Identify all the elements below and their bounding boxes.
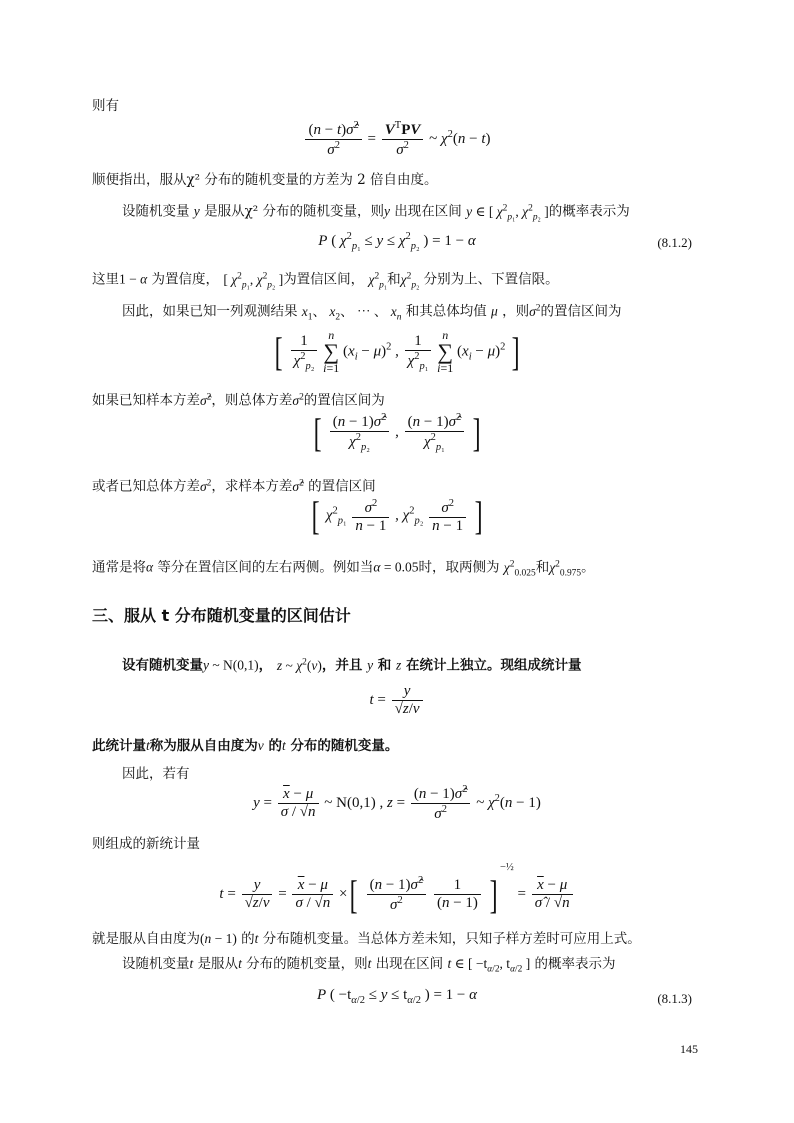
equation-normal-and-chi-square: y = $\frac{\overline{x} - \mu}{\sigma / √n}$ ~ N(0,1) , z = $\frac{(n - 1)\sigmâ^2}{\sigma^2}$ ~ $\chi^2(n - 1)$ <box>253 784 541 822</box>
equation-chi-square-residual: $\frac{(n - t)\sigmâ^2}{\sigma^2}$ = $\frac{V^TPV}{\sigma^2}$ ~ $\chi^2(n - t)$ <box>0 120 794 159</box>
paragraph-line: 因此，如果已知一列观测结果 $x_1$、 $x_2$、 ⋯ 、 $x_n$ 和其总体均值 μ ，则$\sigma^2$的置信区间为 <box>122 303 622 323</box>
paragraph-line: 则组成的新统计量 <box>92 836 200 852</box>
paragraph-line-bold: 此统计量t称为服从自由度为v 的t 分布的随机变量。 <box>92 738 399 754</box>
equation-t-probability: P ( $-t_{\alpha/2} \le y \le t_{\alpha/2}$ ) = 1 − α <box>316 987 478 1006</box>
paragraph-line: 通常是将α 等分在置信区间的左右两侧。例如当α = 0.05时，取两侧为 $\chi^2_{0.025}$和$\chi^2_{0.975}$。 <box>92 559 595 579</box>
paragraph-line: 设随机变量 y 是服从χ² 分布的随机变量，则y 出现在区间 y ∈ [ $\chi^2_{p_1}$, $\chi^2_{p_2}$ ]的概率表示为 <box>122 203 630 223</box>
equation-new-t-statistic: t = $\frac{y}{√z/v}$ = $\frac{\overline{x} - \mu}{\sigma / √n}$ ×[ $\frac{(n - 1)\sigmâ^2}{\sigma^2}$ $\frac{1}{(n - 1)}$ ]$^{-\frac{1}{2}}$ = $\frac{\overline{x} - \mu}{\sigmâ / √n}$ <box>0 862 794 915</box>
section-heading: 三、服从 t 分布随机变量的区间估计 <box>92 606 351 625</box>
page-number: 145 <box>680 1042 698 1056</box>
paragraph-line: 这里1 − α 为置信度， [ $\chi^2_{p_1}$, $\chi^2_{p_2}$ ]为置信区间， $\chi^2_{p_1}$和$\chi^2_{p_2}$ 分别为上、下置信限。 <box>92 271 559 291</box>
paragraph-line: 顺便指出，服从χ² 分布的随机变量的方差为 2 倍自由度。 <box>92 172 438 188</box>
equation-chi-square-probability: P ( $\chi^2_{p_1} \le y \le \chi^2_{p_2}$ ) = 1 − α <box>318 231 476 252</box>
equation-interval-sample-variance: [ $\frac{(n - 1)\sigmâ^2}{\chi^2_{p_2}}$ , $\frac{(n - 1)\sigmâ^2}{\chi^2_{p_1}}$ ] <box>313 409 481 455</box>
equation-number: (8.1.2) <box>657 235 692 250</box>
paragraph-line: 因此，若有 <box>122 766 190 782</box>
paragraph-line: 就是服从自由度为(n − 1) 的t 分布随机变量。当总体方差未知，只知子样方差时可应用上式。 <box>92 931 641 947</box>
equation-t-statistic: t = $\frac{y}{√z/v}$ <box>0 683 794 718</box>
paragraph-line-bold: 设有随机变量y ~ N(0,1)， z ~ $\chi^2(v)$，并且 y 和 z 在统计上独立。现组成统计量 <box>122 657 582 674</box>
paragraph-line: 则有 <box>92 98 119 114</box>
equation-interval-known-mean: [ $\frac{1}{\chi^2_{p_2}}$ n ∑ i=1 $(x_i - \mu)^2$ , $\frac{1}{\chi^2_{p_1}}$ n ∑ i=1 $(x_i - \mu)^2$ ] <box>274 328 520 375</box>
equation-number: (8.1.3) <box>657 991 692 1006</box>
equation-interval-population-variance: [ $\chi^2_{p_1}$ $\frac{\sigma^2}{n - 1}$ , $\chi^2_{p_2}$ $\frac{\sigma^2}{n - 1}$ ] <box>311 493 483 538</box>
paragraph-line: 如果已知样本方差σ̂$^2$，则总体方差$\sigma^2$的置信区间为 <box>92 392 385 409</box>
paragraph-line: 或者已知总体方差$\sigma^2$，求样本方差σ̂$^2$ 的置信区间 <box>92 478 376 495</box>
paragraph-line: 设随机变量t 是服从t 分布的随机变量，则t 出现在区间 t ∈ [ $-t_{\alpha/2}$, $t_{\alpha/2}$ ] 的概率表示为 <box>122 956 616 975</box>
